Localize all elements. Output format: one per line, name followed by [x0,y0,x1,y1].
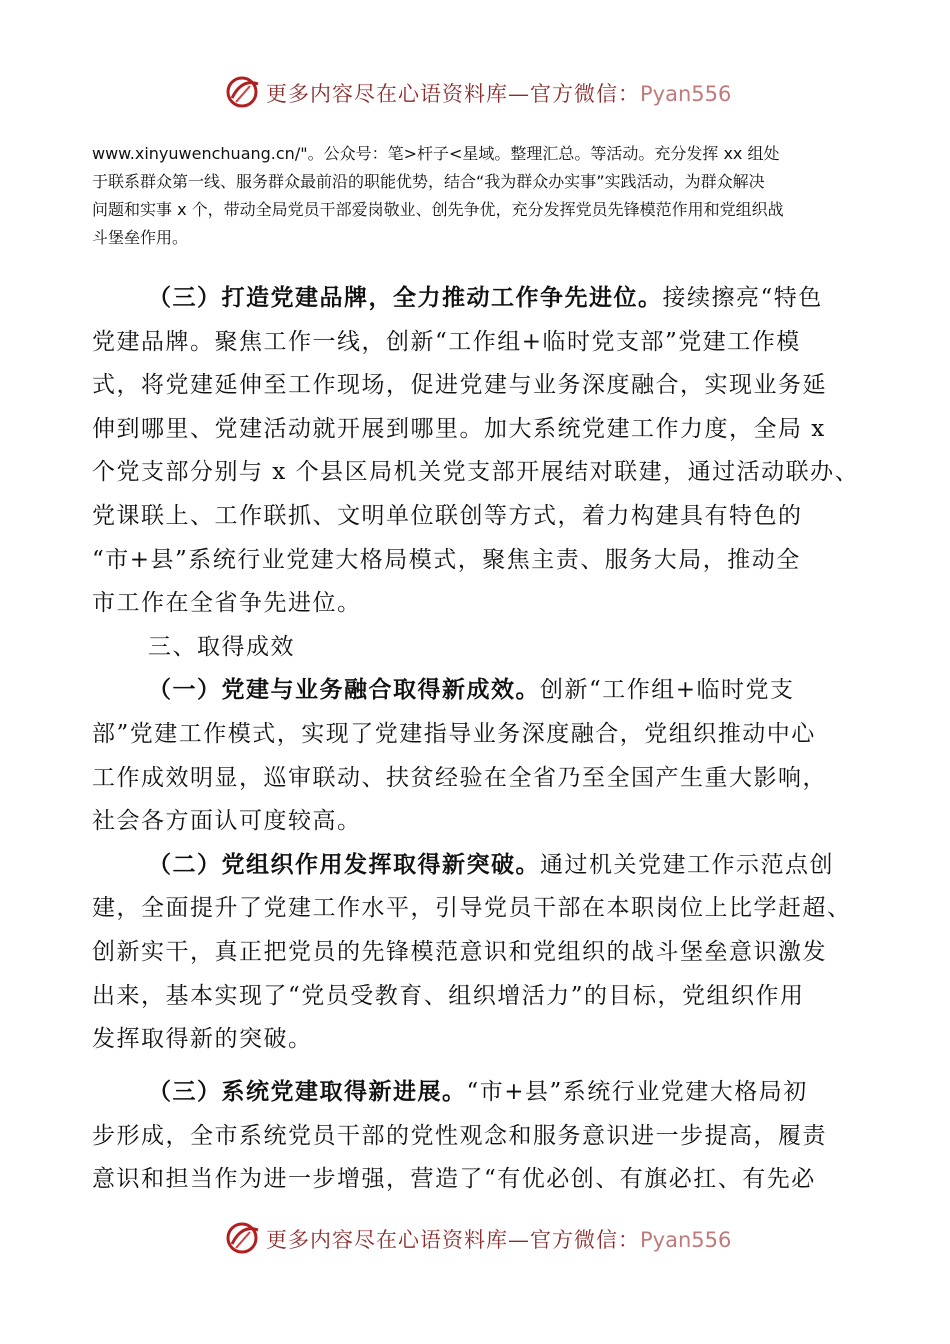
paragraph-line: 式，将党建延伸至工作现场，促进党建与业务深度融合，实现业务延 [92,372,827,399]
paragraph-line: 创新实干，真正把党员的先锋模范意识和党组织的战斗堡垒意识激发 [92,938,827,965]
intro-line: www.xinyuwenchuang.cn/"。公众号：笔>杆子<星域。整理汇总。等活动。充分发挥 xx 组处 [92,144,780,163]
paragraph-line: （二）党组织作用发挥取得新突破。通过机关党建工作示范点创 [148,851,834,878]
paragraph-line: 出来，基本实现了“党员受教育、组织增活力”的目标，党组织作用 [92,982,805,1009]
watermark-logo-icon [224,74,264,110]
intro-line: 问题和实事 x 个，带动全局党员干部爱岗敬业、创先争优，充分发挥党员先锋模范作用和党组织战 [92,200,784,219]
paragraph-line: 发挥取得新的突破。 [92,1026,313,1053]
watermark-text: 更多内容尽在心语资料库—官方微信：Pyan556 [266,1228,732,1252]
watermark-logo-icon [224,1220,264,1256]
paragraph-line: 市工作在全省争先进位。 [92,590,362,617]
paragraph-line: 工作成效明显，巡审联动、扶贫经验在全省乃至全国产生重大影响， [92,764,827,791]
paragraph-line: 社会各方面认可度较高。 [92,808,362,835]
paragraph-line: 个党支部分别与 x 个县区局机关党支部开展结对联建，通过活动联办、 [92,459,860,486]
paragraph-line: 步形成，全市系统党员干部的党性观念和服务意识进一步提高，履责 [92,1122,827,1149]
paragraph-line: 部”党建工作模式，实现了党建指导业务深度融合，党组织推动中心 [92,720,816,747]
paragraph-line: 党建品牌。聚焦工作一线，创新“工作组+临时党支部”党建工作模 [92,328,801,355]
subheading-r2: （二）党组织作用发挥取得新突破。 [148,851,540,878]
paragraph-line: 意识和担当作为进一步增强，营造了“有优必创、有旗必扛、有先必 [92,1166,816,1193]
main-body [92,277,872,1062]
paragraph-line: 伸到哪里、党建活动就开展到哪里。加大系统党建工作力度，全局 x [92,415,826,442]
paragraph-line: （三）系统党建取得新进展。“市+县”系统行业党建大格局初 [148,1079,808,1105]
subheading-r1: （一）党建与业务融合取得新成效。 [148,677,540,704]
intro-line: 于联系群众第一线、服务群众最前沿的职能优势，结合“我为群众办实事”实践活动，为群众解决 [92,172,765,191]
watermark-text: 更多内容尽在心语资料库—官方微信：Pyan556 [266,82,732,106]
watermark-banner-bottom [0,1218,950,1258]
section-title: 三、取得成效 [148,633,295,660]
intro-line: 斗堡垒作用。 [92,228,189,247]
intro-paragraph [92,140,872,252]
subheading-r3: （三）系统党建取得新进展。 [148,1079,467,1105]
subheading-brand: （三）打造党建品牌，全力推动工作争先进位。 [148,285,663,311]
main-body-continued [92,1071,872,1202]
watermark-banner-top [0,72,950,112]
paragraph-line: （三）打造党建品牌，全力推动工作争先进位。接续擦亮“特色 [148,285,823,311]
paragraph-line: （一）党建与业务融合取得新成效。创新“工作组+临时党支 [148,677,795,704]
paragraph-line: 党课联上、工作联抓、文明单位联创等方式，着力构建具有特色的 [92,502,803,529]
paragraph-line: 建，全面提升了党建工作水平，引导党员干部在本职岗位上比学赶超、 [92,895,852,922]
paragraph-line: “市+县”系统行业党建大格局模式，聚焦主责、服务大局，推动全 [92,546,801,573]
